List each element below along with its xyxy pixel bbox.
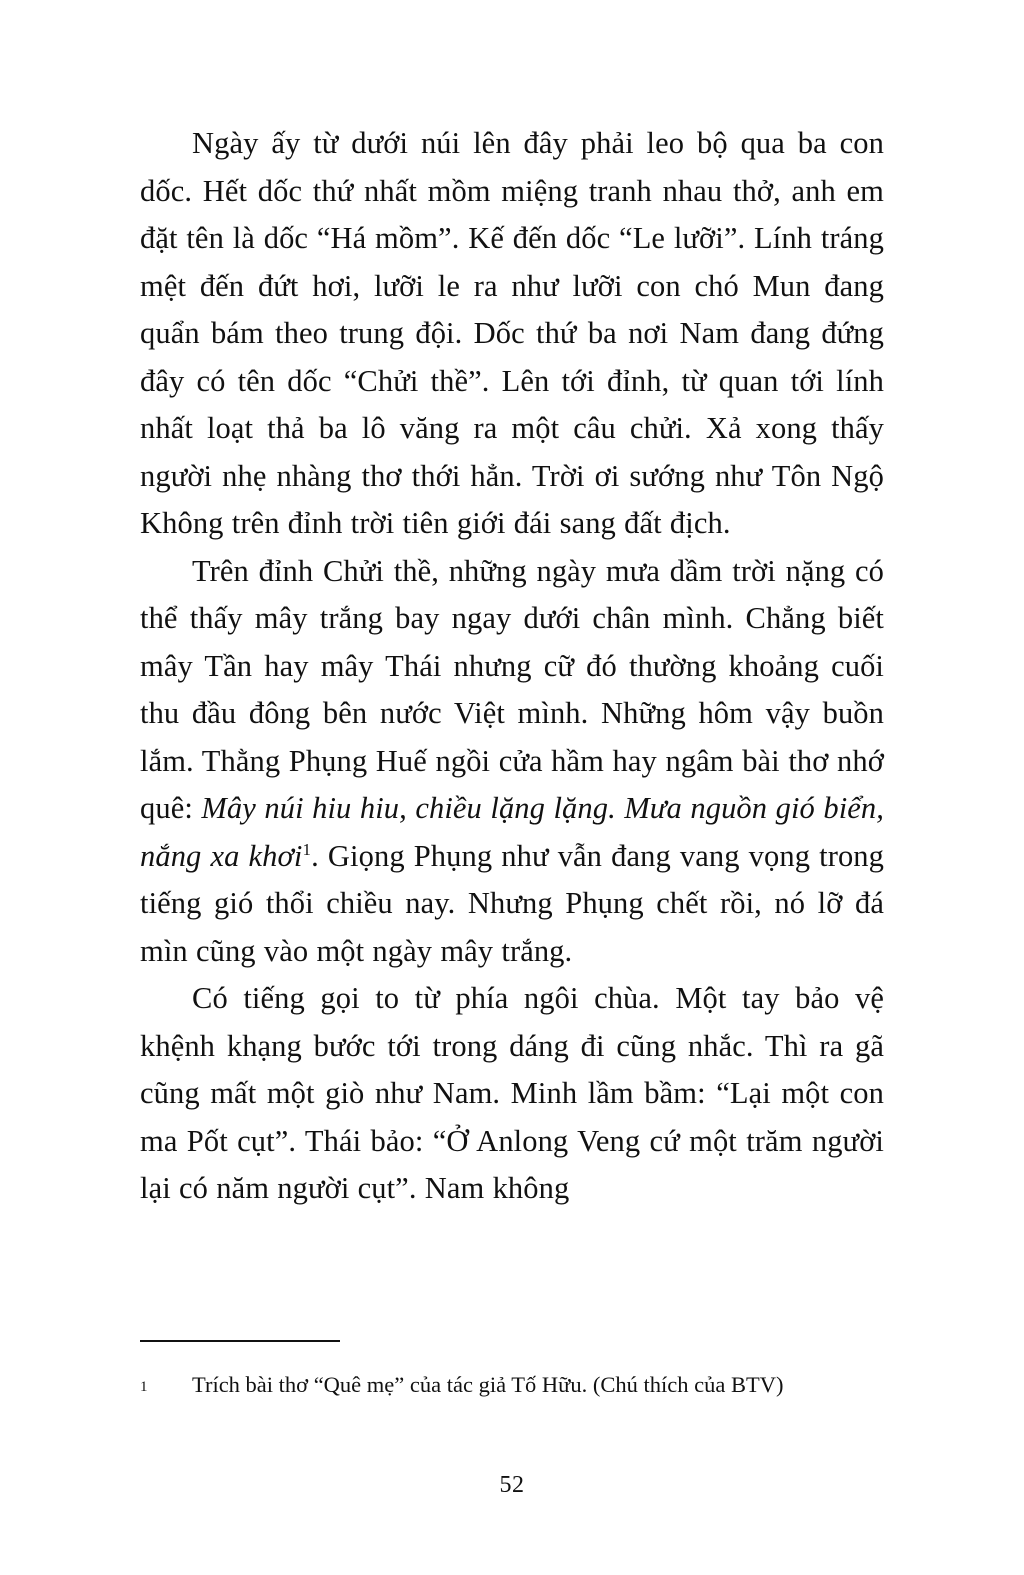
footnote-reference-marker: 1 [302, 839, 312, 859]
paragraph-one: Ngày ấy từ dưới núi lên đây phải leo bộ qua ba con dốc. Hết dốc thứ nhất mồm miệng tranh nhau thở, anh em đặt tên là dốc “Há mồm”. Kế đến dốc “Le lưỡi”. Lính tráng mệt đến đứt hơi, lưỡi le ra như lưỡi con chó Mun đang quẩn bám theo trung đội. Dốc thứ ba nơi Nam đang đứng đây có tên dốc “Chửi thề”. Lên tới đỉnh, từ quan tới lính nhất loạt thả ba lô văng ra một câu chửi. Xả xong thấy người nhẹ nhàng thơ thới hẳn. Trời ơi sướng như Tôn Ngộ Không trên đỉnh trời tiên giới đái sang đất địch. [140, 126, 884, 540]
page-number: 52 [499, 1472, 525, 1498]
footnote-marker: 1 [140, 1379, 148, 1395]
body-text-column [140, 120, 884, 1213]
paragraph-two-lead: Trên đỉnh Chửi thề, những ngày mưa dầm trời nặng có thể thấy mây trắng bay ngay dưới chân mình. Chẳng biết mây Tần hay mây Thái nhưng cữ đó thường khoảng cuối thu đầu đông bên nước Việt mình. Những hôm vậy buồn lắm. Thằng Phụng Huế ngồi cửa hầm hay ngâm bài thơ nhớ quê: [140, 553, 884, 825]
paragraph-two-tail: . Giọng Phụng như vẫn đang vang vọng trong tiếng gió thổi chiều nay. Nhưng Phụng chết rồi, nó lỡ đá mìn cũng vào một ngày mây trắng. [140, 838, 885, 968]
footnote-text: Trích bài thơ “Quê mẹ” của tác giả Tố Hữu. (Chú thích của BTV) [192, 1372, 784, 1397]
paragraph-two [140, 548, 884, 976]
footnote-entry [140, 1370, 884, 1402]
paragraph-three: Có tiếng gọi to từ phía ngôi chùa. Một tay bảo vệ khệnh khạng bước tới trong dáng đi cũng nhắc. Thì ra gã cũng mất một giò như Nam. Minh lầm bầm: “Lại một con ma Pốt cụt”. Thái bảo: “Ở Anlong Veng cứ một trăm người lại có năm người cụt”. Nam không [140, 981, 884, 1205]
footnote-area [140, 1340, 884, 1402]
footnote-separator-rule [140, 1340, 340, 1342]
poem-quote-italic: Mây núi hiu hiu, chiều lặng lặng. Mưa nguồn gió biển, nắng xa khơi [140, 791, 884, 873]
